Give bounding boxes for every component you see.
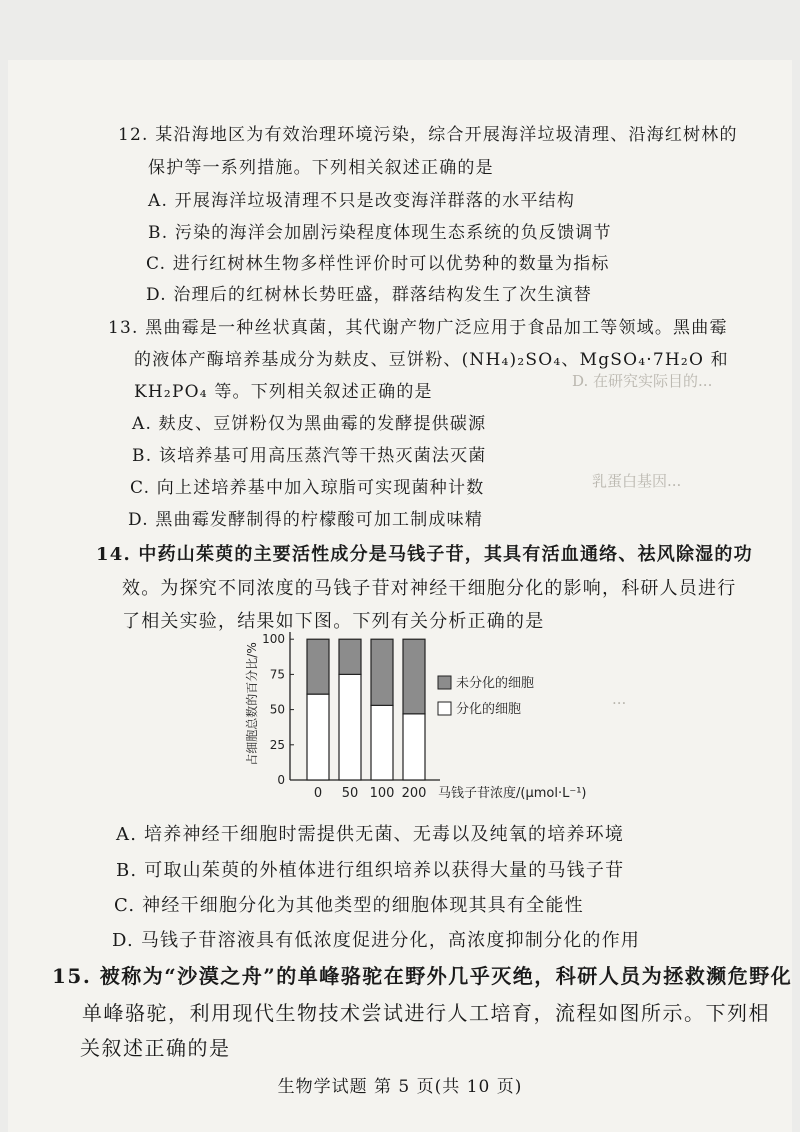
x-tick-label: 100	[369, 786, 395, 801]
q14-option-d: D. 马钱子苷溶液具有低浓度促进分化，高浓度抑制分化的作用	[112, 930, 641, 951]
bar-undifferentiated-50	[339, 639, 361, 674]
differentiation-stacked-bar-chart	[240, 604, 600, 804]
bar-differentiated-100	[371, 705, 393, 780]
q13-option-c: C. 向上述培养基中加入琼脂可实现菌种计数	[130, 478, 485, 498]
q15-stem-line-2: 单峰骆驼，利用现代生物技术尝试进行人工培育，流程如图所示。下列相	[82, 1001, 770, 1025]
bar-undifferentiated-200	[403, 639, 425, 714]
legend-swatch	[438, 676, 451, 689]
q14-option-c: C. 神经干细胞分化为其他类型的细胞体现其具有全能性	[114, 895, 584, 916]
x-tick-label: 0	[313, 786, 323, 801]
q14-stem-line-1: 14. 中药山茱萸的主要活性成分是马钱子苷，其具有活血通络、祛风除湿的功	[96, 544, 753, 565]
bar-differentiated-50	[339, 674, 361, 780]
x-axis-label: 马钱子苷浓度/(μmol·L⁻¹)	[438, 786, 587, 801]
y-axis-label: 占细胞总数的百分比/%	[245, 642, 259, 766]
q13-option-a: A. 麸皮、豆饼粉仅为黑曲霉的发酵提供碳源	[132, 414, 487, 434]
y-tick-label: 25	[269, 737, 285, 752]
q15-stem-line-1: 15. 被称为“沙漠之舟”的单峰骆驼在野外几乎灭绝，科研人员为拯救濒危野化	[52, 964, 793, 988]
q13-stem-line-1: 13. 黑曲霉是一种丝状真菌，其代谢产物广泛应用于食品加工等领域。黑曲霉	[108, 318, 728, 338]
q13-stem-line-2: 的液体产酶培养基成分为麸皮、豆饼粉、(NH₄)₂SO₄、MgSO₄·7H₂O 和	[134, 350, 729, 370]
q14-option-b: B. 可取山茱萸的外植体进行组织培养以获得大量的马钱子苷	[116, 860, 625, 881]
q14-stem-line-2: 效。为探究不同浓度的马钱子苷对神经干细胞分化的影响，科研人员进行	[122, 578, 737, 599]
y-tick-label: 100	[262, 632, 285, 647]
q14-stem-line-3: 了相关实验，结果如下图。下列有关分析正确的是	[122, 611, 545, 632]
q13-option-d: D. 黑曲霉发酵制得的柠檬酸可加工制成味精	[128, 510, 484, 530]
q12-option-b: B. 污染的海洋会加剧污染程度体现生态系统的负反馈调节	[148, 223, 612, 243]
q13-stem-line-3: KH₂PO₄ 等。下列相关叙述正确的是	[134, 382, 433, 402]
y-tick-label: 50	[269, 702, 285, 717]
q13-option-b: B. 该培养基可用高压蒸汽等干热灭菌法灭菌	[132, 446, 487, 466]
bar-undifferentiated-100	[371, 639, 393, 705]
x-tick-label: 50	[341, 786, 359, 801]
q12-option-a: A. 开展海洋垃圾清理不只是改变海洋群落的水平结构	[148, 191, 576, 211]
bar-undifferentiated-0	[307, 639, 329, 694]
q12-option-d: D. 治理后的红树林长势旺盛，群落结构发生了次生演替	[146, 285, 593, 305]
q12-stem-line-1: 12. 某沿海地区为有效治理环境污染，综合开展海洋垃圾清理、沿海红树林的	[118, 125, 738, 145]
q15-stem-line-3: 关叙述正确的是	[80, 1036, 231, 1060]
bar-differentiated-0	[307, 694, 329, 780]
legend-label: 未分化的细胞	[456, 676, 535, 691]
legend-label: 分化的细胞	[456, 702, 522, 717]
q12-stem-line-2: 保护等一系列措施。下列相关叙述正确的是	[148, 158, 494, 178]
legend-swatch	[438, 702, 451, 715]
y-tick-label: 0	[277, 773, 285, 787]
y-tick-label: 75	[269, 667, 285, 682]
bar-differentiated-200	[403, 714, 425, 780]
q14-option-a: A. 培养神经干细胞时需提供无菌、无毒以及纯氧的培养环境	[116, 824, 625, 845]
page-footer: 生物学试题 第 5 页(共 10 页)	[277, 1077, 523, 1097]
q12-option-c: C. 进行红树林生物多样性评价时可以优势种的数量为指标	[146, 254, 610, 274]
x-tick-label: 200	[401, 786, 427, 801]
